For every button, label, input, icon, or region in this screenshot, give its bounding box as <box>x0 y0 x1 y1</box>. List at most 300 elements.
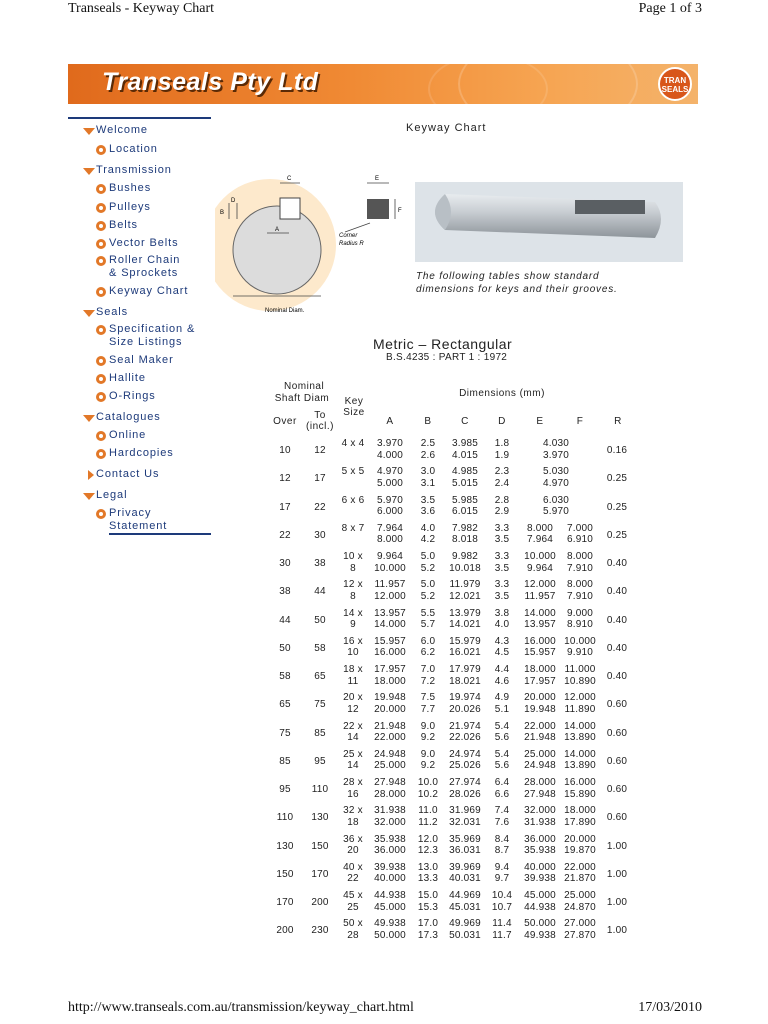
cell-a1: 19.948 <box>374 692 406 704</box>
cell-d1: 2.3 <box>494 466 510 478</box>
cell-e1: 8.000 <box>526 522 554 534</box>
cell-to: 85 <box>314 727 326 739</box>
sidebar-item-label: Seal Maker <box>109 354 174 366</box>
cell-e1: 25.000 <box>524 748 556 760</box>
cell-d1: 1.8 <box>494 438 510 449</box>
cell-a1: 15.957 <box>374 635 406 647</box>
cell-d1: 7.4 <box>494 805 510 817</box>
banner-divider <box>68 117 211 119</box>
label-a: A <box>275 227 280 233</box>
cell-c1: 24.974 <box>449 748 481 760</box>
label-c: C <box>287 176 292 182</box>
cell-to: 230 <box>311 925 329 937</box>
triangle-right-icon <box>88 470 94 480</box>
sidebar-item-label: Contact Us <box>96 468 160 480</box>
cell-b1: 9.0 <box>420 720 436 732</box>
sidebar-item-label: Bushes <box>109 182 152 194</box>
cell-e1: 10.000 <box>524 551 556 562</box>
cell-d1: 4.4 <box>494 664 510 675</box>
cell-e2: 7.964 <box>526 534 554 546</box>
cell-e2: 15.957 <box>524 647 556 659</box>
sidebar-item-label: Keyway Chart <box>109 285 189 297</box>
cell-over: 22 <box>279 529 291 541</box>
sidebar-item-label: Vector Belts <box>109 237 179 249</box>
cell-key1: 12 x <box>343 579 363 591</box>
cell-c1: 15.979 <box>449 635 481 647</box>
cell-c1: 49.969 <box>449 918 481 930</box>
cell-f1: 12.000 <box>564 692 596 704</box>
cell-b2: 9.2 <box>420 732 436 743</box>
cell-c2: 20.026 <box>449 703 481 715</box>
cell-d2: 3.5 <box>494 562 510 574</box>
cell-b1: 12.0 <box>417 833 439 845</box>
cell-e1: 45.000 <box>524 890 556 901</box>
cell-e2: 19.948 <box>524 703 556 715</box>
ring-bullet-icon <box>96 449 106 459</box>
cell-c2: 8.018 <box>451 534 479 546</box>
cell-e1: 12.000 <box>524 579 556 591</box>
cell-a2: 20.000 <box>374 703 406 715</box>
shaft-circle <box>233 206 321 294</box>
cell-a2: 40.000 <box>374 873 406 885</box>
cell-r: 0.60 <box>606 699 628 711</box>
cell-e1: 6.030 <box>542 494 570 506</box>
cell-c1: 44.969 <box>449 890 481 901</box>
cell-d2: 7.6 <box>494 816 510 828</box>
cell-f2: 10.890 <box>564 675 596 687</box>
cell-e2: 13.957 <box>524 619 556 630</box>
cell-a2: 8.000 <box>376 534 404 546</box>
sidebar-item-label: Location <box>109 143 158 155</box>
cell-r: 0.40 <box>606 642 628 654</box>
ring-bullet-icon <box>96 203 106 213</box>
label-radius: Radius R <box>339 241 364 247</box>
sidebar-item-label: & Sprockets <box>109 267 179 279</box>
header-dimensions: Dimensions (mm) <box>459 388 545 399</box>
sidebar-item-label: Transmission <box>96 164 172 176</box>
cell-a1: 39.938 <box>374 861 406 873</box>
cell-e1: 50.000 <box>524 918 556 930</box>
sidebar-item-label: O-Rings <box>109 390 156 402</box>
cell-f2: 9.910 <box>566 647 594 659</box>
cell-r: 0.40 <box>606 558 628 569</box>
cell-b1: 5.5 <box>420 607 436 619</box>
ring-bullet-icon <box>96 221 106 231</box>
triangle-down-icon <box>83 128 95 135</box>
section-title: Metric – Rectangular <box>373 336 513 352</box>
cell-d1: 2.8 <box>494 494 510 506</box>
cell-f1: 11.000 <box>564 664 596 675</box>
print-header-page: Page 1 of 3 <box>638 1 702 16</box>
label-d: D <box>231 198 236 204</box>
cell-f1: 14.000 <box>564 720 596 732</box>
cell-a2: 45.000 <box>374 901 406 913</box>
cell-c1: 27.974 <box>449 777 481 788</box>
cell-a1: 4.970 <box>376 466 404 478</box>
cell-to: 17 <box>314 473 326 485</box>
cell-f1: 8.000 <box>566 579 594 591</box>
cell-b2: 6.2 <box>420 647 436 659</box>
ring-bullet-icon <box>96 184 106 194</box>
sidebar-item-label: Welcome <box>96 124 148 136</box>
cell-over: 150 <box>276 868 294 880</box>
cell-key2: 22 <box>347 873 359 885</box>
cell-c1: 5.985 <box>451 494 479 506</box>
cell-e2: 39.938 <box>524 873 556 885</box>
cell-e1: 22.000 <box>524 720 556 732</box>
cell-a2: 25.000 <box>374 760 406 772</box>
cell-c2: 25.026 <box>449 760 481 772</box>
cell-d2: 4.0 <box>494 619 510 630</box>
cell-c2: 6.015 <box>451 506 479 517</box>
cell-e2: 3.970 <box>542 449 570 461</box>
cell-over: 38 <box>279 586 291 598</box>
cell-e1: 18.000 <box>524 664 556 675</box>
cell-e1: 28.000 <box>524 777 556 788</box>
label-e: E <box>375 176 380 182</box>
header-incl: (incl.) <box>306 421 334 432</box>
print-footer <box>68 1000 700 1020</box>
cell-f2: 11.890 <box>564 703 596 715</box>
header-shaft-diam: Shaft Diam <box>274 393 330 404</box>
cell-a2: 18.000 <box>374 675 406 687</box>
cell-key2: 25 <box>347 901 359 913</box>
label-b: B <box>220 210 225 216</box>
cell-r: 0.25 <box>606 501 628 513</box>
sidebar-item-label: Statement <box>109 520 168 532</box>
cell-a1: 44.938 <box>374 890 406 901</box>
cell-d2: 2.9 <box>494 506 510 517</box>
cell-r: 0.40 <box>606 614 628 626</box>
cell-to: 44 <box>314 586 326 598</box>
cell-e2: 31.938 <box>524 816 556 828</box>
cell-c2: 36.031 <box>449 845 481 856</box>
cell-f2: 19.870 <box>564 845 596 856</box>
cell-c1: 17.979 <box>449 664 481 675</box>
cell-d1: 3.3 <box>494 522 510 534</box>
ring-bullet-icon <box>96 509 106 519</box>
cell-f2: 8.910 <box>566 619 594 630</box>
header-d: D <box>498 416 506 427</box>
section-subtitle: B.S.4235 : PART 1 : 1972 <box>386 352 508 363</box>
cell-c2: 12.021 <box>449 590 481 602</box>
cell-b2: 7.2 <box>420 675 436 687</box>
sidebar-item-label: Specification & <box>109 323 196 335</box>
cell-key2: 12 <box>347 703 359 715</box>
cell-c1: 4.985 <box>451 466 479 478</box>
cell-e2: 11.957 <box>524 590 556 602</box>
sidebar-item-label: Privacy <box>109 507 152 519</box>
cell-f1: 18.000 <box>564 805 596 817</box>
triangle-down-icon <box>83 493 95 500</box>
cell-key1: 10 x <box>343 551 363 562</box>
cell-to: 22 <box>314 501 326 513</box>
cell-b2: 9.2 <box>420 760 436 772</box>
cell-d2: 10.7 <box>491 901 513 913</box>
cell-b2: 5.2 <box>420 562 436 574</box>
cell-b2: 5.7 <box>420 619 436 630</box>
leader-line <box>345 223 370 232</box>
cell-d1: 4.9 <box>494 692 510 704</box>
cell-a2: 10.000 <box>374 562 406 574</box>
cell-c1: 21.974 <box>449 720 481 732</box>
cell-key2: 11 <box>347 675 359 687</box>
cell-to: 30 <box>314 529 326 541</box>
sidebar-item-label: Hallite <box>109 372 146 384</box>
cell-a1: 11.957 <box>374 579 406 591</box>
cell-over: 30 <box>279 558 291 569</box>
cell-b2: 13.3 <box>417 873 439 885</box>
cell-b2: 3.1 <box>420 477 436 489</box>
cell-a1: 27.948 <box>374 777 406 788</box>
cell-over: 65 <box>279 699 291 711</box>
cell-e1: 4.030 <box>542 438 570 449</box>
cell-e1: 14.000 <box>524 607 556 619</box>
cell-over: 44 <box>279 614 291 626</box>
cell-key2: 8 <box>350 590 356 602</box>
cell-a2: 22.000 <box>374 732 406 743</box>
ring-bullet-icon <box>96 431 106 441</box>
print-header <box>68 0 700 20</box>
cell-e2: 4.970 <box>542 477 570 489</box>
cell-b1: 4.0 <box>420 522 436 534</box>
header-c: C <box>461 416 469 427</box>
cell-a1: 49.938 <box>374 918 406 930</box>
cell-f2: 15.890 <box>564 788 596 800</box>
cell-f1: 9.000 <box>566 607 594 619</box>
ring-bullet-icon <box>96 239 106 249</box>
keyway-diagram <box>215 165 425 317</box>
cell-d1: 3.3 <box>494 579 510 591</box>
caption-line: The following tables show standard <box>416 271 600 282</box>
banner-decoration <box>428 64 548 104</box>
cell-b1: 13.0 <box>417 861 439 873</box>
cell-to: 110 <box>311 784 329 795</box>
cell-d2: 4.6 <box>494 675 510 687</box>
cell-a1: 35.938 <box>374 833 406 845</box>
cell-b2: 3.6 <box>420 506 436 517</box>
cell-over: 170 <box>276 897 294 908</box>
site-title: Transeals Pty Ltd <box>102 68 319 96</box>
cell-f1: 10.000 <box>564 635 596 647</box>
page-title: Keyway Chart <box>406 122 487 134</box>
cell-c2: 22.026 <box>449 732 481 743</box>
cell-over: 50 <box>279 642 291 654</box>
cell-a2: 6.000 <box>376 506 404 517</box>
cell-b1: 10.0 <box>417 777 439 788</box>
cell-d2: 8.7 <box>494 845 510 856</box>
cell-b1: 7.0 <box>420 664 436 675</box>
cell-key1: 5 x 5 <box>341 466 365 478</box>
cell-f1: 16.000 <box>564 777 596 788</box>
cell-c2: 4.015 <box>451 449 479 461</box>
cell-f2: 17.890 <box>564 816 596 828</box>
cell-to: 50 <box>314 614 326 626</box>
cell-c2: 40.031 <box>449 873 481 885</box>
cell-key1: 8 x 7 <box>341 522 365 534</box>
cell-key1: 20 x <box>343 692 363 704</box>
sidebar-divider <box>109 533 211 535</box>
cell-d2: 6.6 <box>494 788 510 800</box>
site-banner <box>68 64 698 104</box>
cell-b2: 2.6 <box>420 449 436 461</box>
cell-c2: 32.031 <box>449 816 481 828</box>
cell-r: 0.25 <box>606 473 628 485</box>
cell-key1: 22 x <box>343 720 363 732</box>
cell-e2: 5.970 <box>542 506 570 517</box>
cell-f2: 24.870 <box>564 901 596 913</box>
cell-d2: 3.5 <box>494 534 510 546</box>
ring-bullet-icon <box>96 287 106 297</box>
cell-b1: 2.5 <box>420 438 436 449</box>
cell-key1: 14 x <box>343 607 363 619</box>
cell-d1: 5.4 <box>494 720 510 732</box>
cell-over: 58 <box>279 671 291 682</box>
cell-f2: 6.910 <box>566 534 594 546</box>
cell-b2: 7.7 <box>420 703 436 715</box>
cell-d2: 5.6 <box>494 732 510 743</box>
cell-b2: 11.2 <box>418 816 438 828</box>
cell-e1: 36.000 <box>524 833 556 845</box>
cell-a1: 9.964 <box>376 551 404 562</box>
cell-b1: 3.5 <box>420 494 436 506</box>
header-nominal: Nominal <box>284 381 325 392</box>
cell-f2: 7.910 <box>566 590 594 602</box>
ring-bullet-icon <box>96 356 106 366</box>
cell-key2: 8 <box>350 562 356 574</box>
cell-b1: 9.0 <box>420 748 436 760</box>
cell-a2: 14.000 <box>374 619 406 630</box>
cell-b2: 12.3 <box>417 845 439 856</box>
cell-d1: 3.8 <box>494 607 510 619</box>
header-a: A <box>386 416 394 427</box>
cell-f2: 21.870 <box>564 873 596 885</box>
cell-key1: 50 x <box>343 918 363 930</box>
cell-over: 130 <box>276 840 294 852</box>
transeals-logo-icon[interactable] <box>658 67 692 101</box>
cell-key2: 18 <box>347 816 359 828</box>
cell-d1: 9.4 <box>494 861 510 873</box>
cell-b2: 5.2 <box>420 590 436 602</box>
cell-d1: 4.3 <box>494 635 510 647</box>
key-section <box>367 199 389 219</box>
cell-to: 58 <box>314 642 326 654</box>
header-e: E <box>536 416 544 427</box>
cell-c1: 3.985 <box>451 438 479 449</box>
cell-r: 0.60 <box>606 784 628 795</box>
cell-a1: 21.948 <box>374 720 406 732</box>
cell-e2: 9.964 <box>526 562 554 574</box>
cell-e2: 24.948 <box>524 760 556 772</box>
sidebar-item-label: Hardcopies <box>109 447 174 459</box>
print-footer-url: http://www.transeals.com.au/transmission/keyway_chart.html <box>68 1000 414 1015</box>
cell-d2: 5.6 <box>494 760 510 772</box>
cell-key1: 36 x <box>343 833 363 845</box>
cell-key2: 16 <box>347 788 359 800</box>
cell-b1: 6.0 <box>420 635 436 647</box>
intro-caption <box>416 270 618 296</box>
cell-b1: 3.0 <box>420 466 436 478</box>
cell-d1: 3.3 <box>494 551 510 562</box>
cell-key2: 14 <box>347 732 359 743</box>
cell-to: 12 <box>314 445 326 456</box>
cell-r: 0.40 <box>606 671 628 682</box>
triangle-down-icon <box>83 168 95 175</box>
cell-f1: 8.000 <box>566 551 594 562</box>
cell-d2: 2.4 <box>494 477 510 489</box>
cell-a1: 24.948 <box>374 748 406 760</box>
cell-a2: 28.000 <box>374 788 406 800</box>
cell-d2: 11.7 <box>492 929 512 941</box>
triangle-down-icon <box>83 415 95 422</box>
cell-e2: 49.938 <box>524 929 556 941</box>
sidebar-item-label: Belts <box>109 219 138 231</box>
cell-c1: 31.969 <box>449 805 481 817</box>
cell-over: 17 <box>279 501 291 513</box>
cell-key2: 14 <box>347 760 359 772</box>
cell-e2: 44.938 <box>524 901 556 913</box>
cell-key1: 16 x <box>343 635 363 647</box>
cell-key2: 20 <box>347 845 359 856</box>
cell-c2: 28.026 <box>449 788 481 800</box>
cell-over: 75 <box>279 727 291 739</box>
cell-to: 170 <box>311 868 329 880</box>
cell-e2: 35.938 <box>524 845 556 856</box>
caption-line: dimensions for keys and their grooves. <box>416 284 618 295</box>
cell-e1: 20.000 <box>524 692 556 704</box>
cell-d1: 8.4 <box>494 833 510 845</box>
cell-key1: 18 x <box>343 664 363 675</box>
header-to: To <box>314 410 326 421</box>
cell-f2: 13.890 <box>564 732 596 743</box>
label-corner: Corner <box>339 233 358 239</box>
cell-e2: 17.957 <box>524 675 556 687</box>
header-r: R <box>614 416 622 427</box>
header-key: Key <box>344 396 364 407</box>
cell-to: 75 <box>314 699 326 711</box>
cell-a1: 13.957 <box>374 607 406 619</box>
cell-to: 95 <box>314 755 326 767</box>
cell-c1: 39.969 <box>449 861 481 873</box>
cell-b1: 17.0 <box>417 918 439 930</box>
cell-key2: 9 <box>350 619 356 630</box>
sidebar-item-label: Roller Chain <box>109 254 181 266</box>
cell-b2: 17.3 <box>417 929 439 941</box>
triangle-down-icon <box>83 310 95 317</box>
cell-a2: 32.000 <box>374 816 406 828</box>
keyed-shaft-photo <box>415 182 683 262</box>
cell-a2: 36.000 <box>374 845 406 856</box>
cell-f1: 27.000 <box>564 918 596 930</box>
cell-b1: 15.0 <box>417 890 439 901</box>
cell-a1: 17.957 <box>374 664 406 675</box>
cell-r: 0.60 <box>606 812 628 824</box>
cell-r: 0.60 <box>606 755 628 767</box>
cell-c2: 45.031 <box>449 901 481 913</box>
cell-e2: 21.948 <box>524 732 556 743</box>
cell-key1: 32 x <box>343 805 363 817</box>
cell-to: 38 <box>314 558 326 569</box>
cell-to: 65 <box>314 671 326 682</box>
cell-b1: 5.0 <box>420 551 436 562</box>
ring-bullet-icon <box>96 392 106 402</box>
cell-a2: 4.000 <box>376 449 404 461</box>
cell-r: 0.60 <box>606 727 628 739</box>
cell-b2: 4.2 <box>420 534 436 546</box>
cell-b2: 10.2 <box>417 788 439 800</box>
cell-over: 12 <box>279 473 291 485</box>
cell-key2: 28 <box>347 929 359 941</box>
